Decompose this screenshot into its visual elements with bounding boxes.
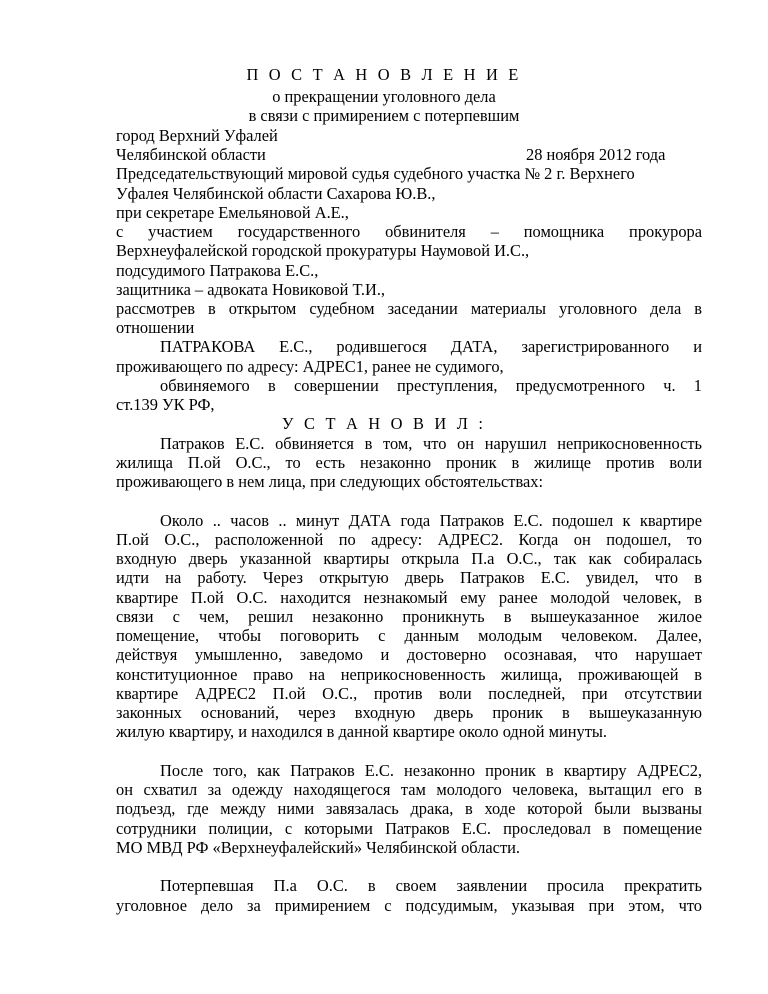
paragraph-line: П.ой О.С., расположенной по адресу: АДРЕС2. Когда он подошел, то	[116, 530, 702, 549]
paragraph-line: После того, как Патраков Е.С. незаконно проник в квартиру АДРЕС2,	[160, 761, 702, 780]
paragraph-line: конституционное право на неприкосновенность жилища, проживающей в	[116, 665, 702, 684]
intro-line: при секретаре Емельяновой А.Е.,	[116, 203, 349, 222]
defendant-line: ст.139 УК РФ,	[116, 395, 215, 414]
paragraph-line: идти на работу. Через открытую дверь Патраков Е.С. увидел, что в	[116, 568, 702, 587]
intro-line: Председательствующий мировой судья судебного участка № 2 г. Верхнего	[116, 164, 635, 183]
intro-line: Верхнеуфалейской городской прокуратуры Наумовой И.С.,	[116, 241, 530, 260]
intro-line: Уфалея Челябинской области Сахарова Ю.В.,	[116, 184, 436, 203]
paragraph-line: связи с чем, решил незаконно проникнуть в вышеуказанное жилое	[116, 607, 702, 626]
document-subtitle: в связи с примирением с потерпевшим	[248, 106, 520, 125]
paragraph-line: Потерпевшая П.а О.С. в своем заявлении просила прекратить	[160, 876, 702, 895]
city-line: город Верхний Уфалей	[116, 126, 278, 145]
intro-line: защитника – адвоката Новиковой Т.И.,	[116, 280, 386, 299]
paragraph-line: жилую квартиру, и находился в данной квартире около одной минуты.	[116, 722, 607, 741]
section-heading: У С Т А Н О В И Л :	[281, 414, 487, 433]
paragraph-line: помещение, чтобы поговорить с данным молодым человеком. Далее,	[116, 626, 702, 645]
intro-line: с участием государственного обвинителя – помощника прокурора	[116, 222, 702, 241]
paragraph-line: уголовное дело за примирением с подсудимым, указывая при этом, что	[116, 896, 702, 915]
paragraph-line: законных оснований, через входную дверь проник в вышеуказанную	[116, 703, 702, 722]
paragraph-line: подъезд, где между ними завязалась драка, в ходе которой были вызваны	[116, 799, 702, 818]
document-date: 28 ноября 2012 года	[526, 145, 666, 164]
intro-line: рассмотрев в открытом судебном заседании материалы уголовного дела в	[116, 299, 702, 318]
paragraph-line: жилища П.ой О.С., то есть незаконно проник в жилище против воли	[116, 453, 702, 472]
defendant-line: проживающего по адресу: АДРЕС1, ранее не судимого,	[116, 357, 504, 376]
paragraph-line: входную дверь указанной квартиры открыла П.а О.С., так как собиралась	[116, 549, 702, 568]
intro-line: отношении	[116, 318, 195, 337]
defendant-line: обвиняемого в совершении преступления, предусмотренного ч. 1	[160, 376, 702, 395]
region-line: Челябинской области	[116, 145, 266, 164]
paragraph-line: Около .. часов .. минут ДАТА года Патраков Е.С. подошел к квартире	[160, 511, 702, 530]
intro-line: подсудимого Патракова Е.С.,	[116, 261, 319, 280]
document-subtitle: о прекращении уголовного дела	[272, 87, 496, 106]
paragraph-line: сотрудники полиции, с которыми Патраков Е.С. проследовал в помещение	[116, 819, 702, 838]
paragraph-line: проживающего в нем лица, при следующих обстоятельствах:	[116, 472, 544, 491]
paragraph-line: Патраков Е.С. обвиняется в том, что он нарушил неприкосновенность	[160, 434, 702, 453]
defendant-line: ПАТРАКОВА Е.С., родившегося ДАТА, зарегистрированного и	[160, 337, 702, 356]
paragraph-line: действуя умышленно, заведомо и достоверно осознавая, что нарушает	[116, 645, 702, 664]
paragraph-line: квартире АДРЕС2 П.ой О.С., против воли последней, при отсутствии	[116, 684, 702, 703]
document-title: П О С Т А Н О В Л Е Н И Е	[246, 65, 522, 84]
paragraph-line: он схватил за одежду находящегося там молодого человека, вытащил его в	[116, 780, 702, 799]
paragraph-line: квартире П.ой О.С. находится незнакомый ему ранее молодой человек, в	[116, 588, 702, 607]
paragraph-line: МО МВД РФ «Верхнеуфалейский» Челябинской области.	[116, 838, 520, 857]
